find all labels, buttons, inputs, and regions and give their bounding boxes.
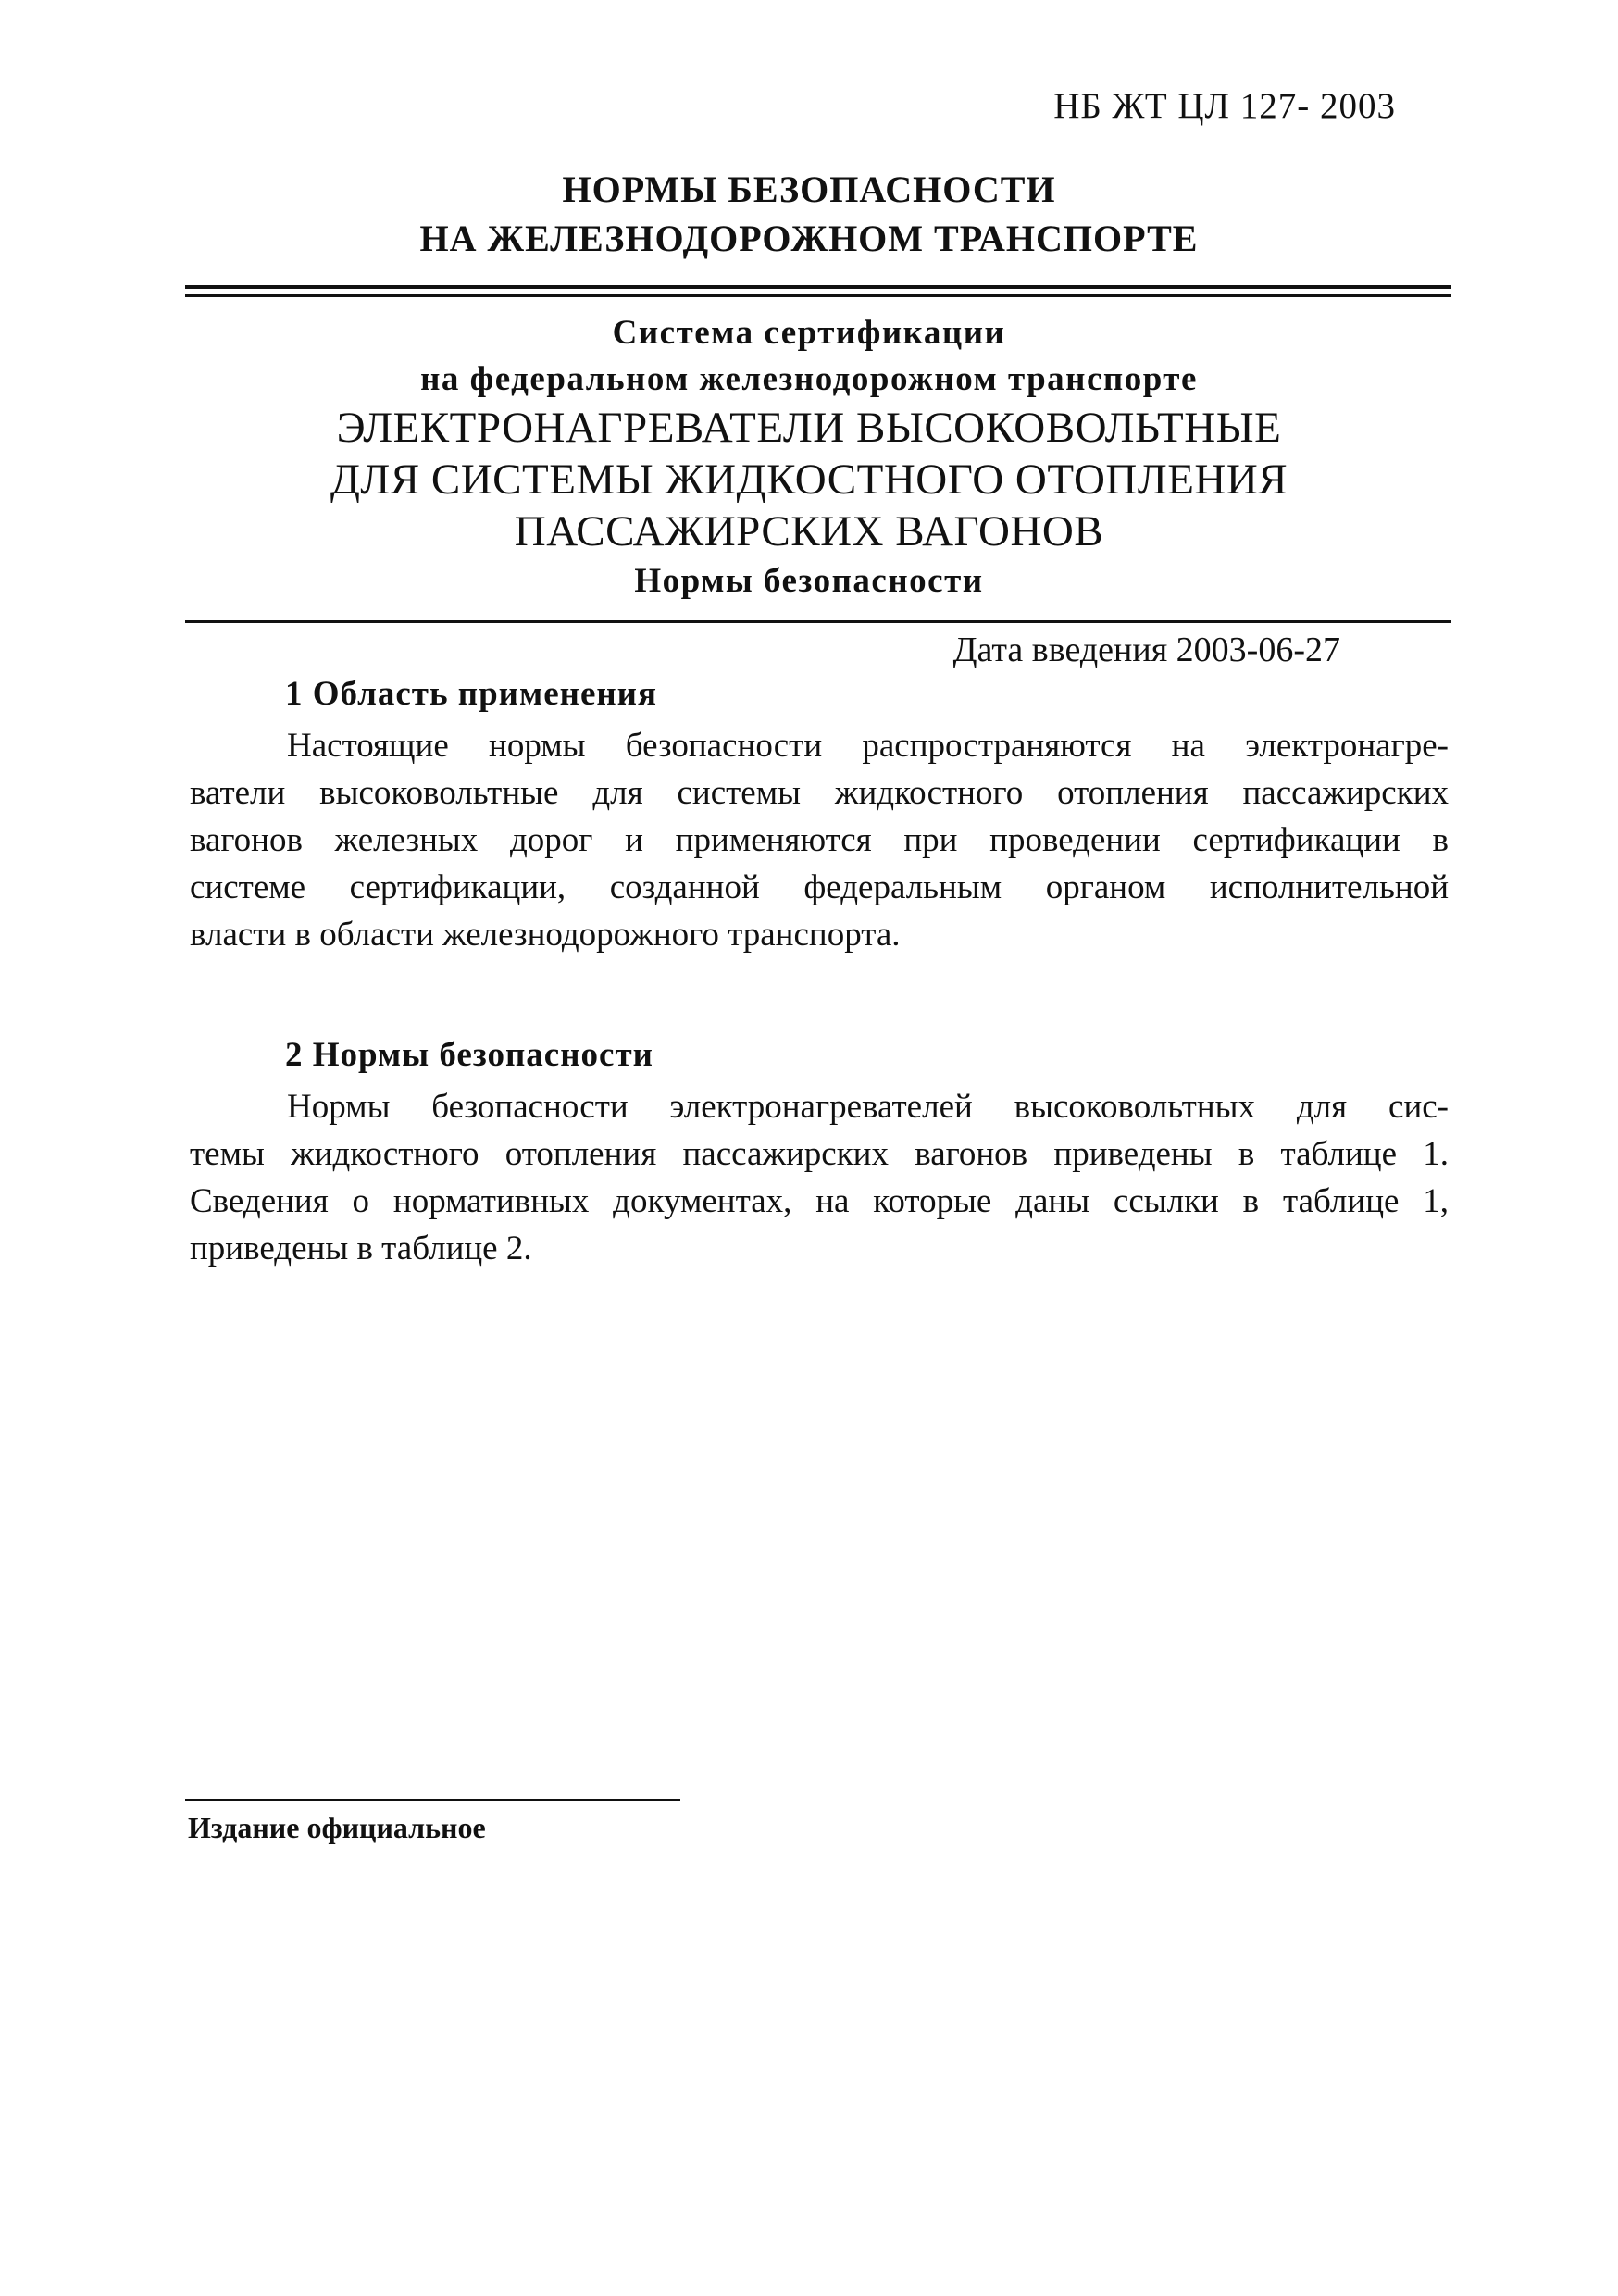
document-subtitle: Нормы безопасности <box>634 562 984 600</box>
header-double-rule-top <box>185 285 1451 289</box>
section-1-line-2: ватели высоковольтные для системы жидкостного отопления пассажирских <box>190 774 1449 812</box>
section-2-body <box>190 1083 1449 1272</box>
certification-system-line-1: Система сертификации <box>612 314 1006 352</box>
org-title-line-1: НОРМЫ БЕЗОПАСНОСТИ <box>562 168 1056 210</box>
section-2-line-2: темы жидкостного отопления пассажирских вагонов приведены в таблице 1. <box>190 1135 1449 1173</box>
section-2-line-1: Нормы безопасности электронагревателей высоковольтных для сис- <box>287 1088 1449 1126</box>
document-code: НБ ЖТ ЦЛ 127- 2003 <box>1053 86 1396 126</box>
section-2-line-3: Сведения о нормативных документах, на которые даны ссылки в таблице 1, <box>190 1182 1449 1220</box>
header-double-rule-bottom <box>185 294 1451 297</box>
main-title-line-3: ПАССАЖИРСКИХ ВАГОНОВ <box>514 507 1104 555</box>
footnote-rule <box>185 1799 680 1801</box>
effective-date: Дата введения 2003-06-27 <box>952 630 1340 669</box>
section-1-line-1: Настоящие нормы безопасности распространяются на электронагре- <box>287 727 1449 765</box>
official-edition-note: Издание официальное <box>188 1811 486 1844</box>
main-title-line-2: ДЛЯ СИСТЕМЫ ЖИДКОСТНОГО ОТОПЛЕНИЯ <box>330 455 1288 504</box>
section-2-line-4: приведены в таблице 2. <box>190 1229 532 1267</box>
title-divider-rule <box>185 620 1451 623</box>
certification-system-line-2: на федеральном железнодорожном транспорте <box>420 360 1198 398</box>
main-title-line-1: ЭЛЕКТРОНАГРЕВАТЕЛИ ВЫСОКОВОЛЬТНЫЕ <box>336 404 1282 452</box>
section-1-heading: 1 Область применения <box>285 675 658 713</box>
section-1-line-5: власти в области железнодорожного транспорта. <box>190 916 901 954</box>
section-1-body <box>190 722 1449 958</box>
section-1-line-3: вагонов железных дорог и применяются при проведении сертификации в <box>190 821 1449 859</box>
org-title-line-2: НА ЖЕЛЕЗНОДОРОЖНОМ ТРАНСПОРТЕ <box>419 218 1199 259</box>
section-1-line-4: системе сертификации, созданной федеральным органом исполнительной <box>190 868 1449 906</box>
section-2-heading: 2 Нормы безопасности <box>285 1036 653 1074</box>
